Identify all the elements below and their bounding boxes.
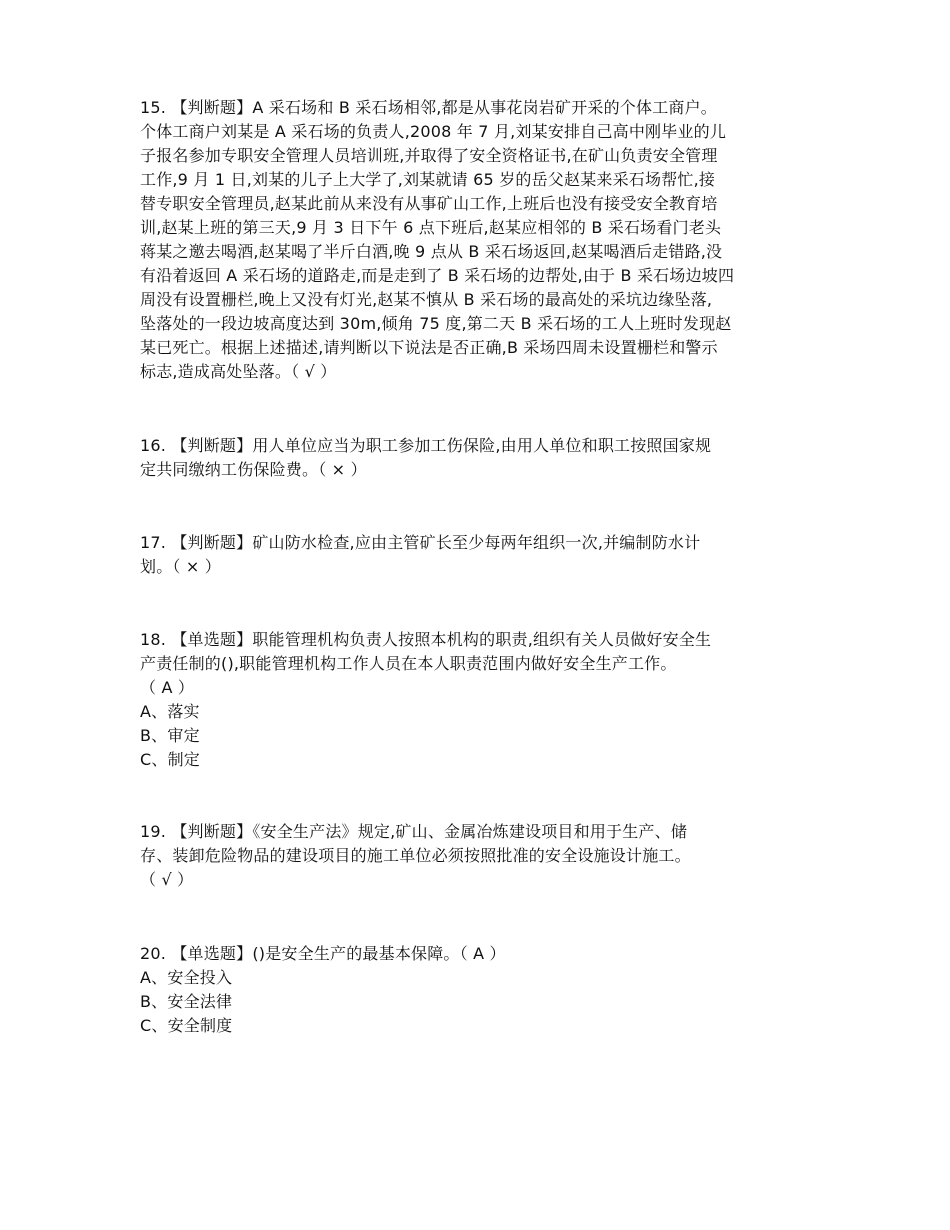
- question-line: 存、装卸危险物品的建设项目的施工单位必须按照批准的安全设施设计施工。: [140, 846, 691, 865]
- question-line: 定共同缴纳工伤保险费。（ × ）: [140, 460, 367, 479]
- question-20: [140, 942, 820, 1038]
- answer-option-c: C、安全制度: [140, 1016, 233, 1035]
- answer-option-c: C、制定: [140, 750, 200, 769]
- question-19: [140, 820, 820, 892]
- question-line: 20. 【单选题】()是安全生产的最基本保障。（ A ）: [140, 944, 506, 963]
- question-line: 标志,造成高处坠落。（ √ ）: [140, 362, 337, 381]
- question-line: 个体工商户刘某是 A 采石场的负责人,2008 年 7 月,刘某安排自己高中刚毕业的儿: [140, 122, 727, 141]
- question-line: 17. 【判断题】矿山防水检查,应由主管矿长至少每两年组织一次,并编制防水计: [140, 533, 701, 552]
- question-line: 产责任制的(),职能管理机构工作人员在本人职责范围内做好安全生产工作。: [140, 654, 677, 673]
- question-18: [140, 628, 820, 772]
- question-line: 16. 【判断题】用人单位应当为职工参加工伤保险,由用人单位和职工按照国家规: [140, 436, 712, 455]
- question-line: 划。（ × ）: [140, 557, 221, 576]
- answer-option-a: A、安全投入: [140, 968, 233, 987]
- question-line: 替专职安全管理员,赵某此前从来没有从事矿山工作,上班后也没有接受安全教育培: [140, 194, 718, 213]
- question-line: 19. 【判断题】《安全生产法》规定,矿山、金属冶炼建设项目和用于生产、储: [140, 822, 688, 841]
- question-line: 15. 【判断题】A 采石场和 B 采石场相邻,都是从事花岗岩矿开采的个体工商户。: [140, 98, 717, 117]
- question-line: 蒋某之邀去喝酒,赵某喝了半斤白酒,晚 9 点从 B 采石场返回,赵某喝酒后走错路,没: [140, 242, 723, 261]
- question-16: [140, 434, 820, 482]
- answer-option-b: B、安全法律: [140, 992, 233, 1011]
- question-line: （ A ）: [140, 678, 195, 697]
- question-line: 周没有设置栅栏,晚上又没有灯光,赵某不慎从 B 采石场的最高处的采坑边缘坠落,: [140, 290, 713, 309]
- question-line: 训,赵某上班的第三天,9 月 3 日下午 6 点下班后,赵某应相邻的 B 采石场看门老头: [140, 218, 722, 237]
- question-line: 坠落处的一段边坡高度达到 30m,倾角 75 度,第二天 B 采石场的工人上班时发现赵: [140, 314, 732, 333]
- question-line: 工作,9 月 1 日,刘某的儿子上大学了,刘某就请 65 岁的岳父赵某来采石场帮忙,接: [140, 170, 716, 189]
- question-17: [140, 531, 820, 579]
- question-line: 某已死亡。根据上述描述,请判断以下说法是否正确,B 采场四周未设置栅栏和警示: [140, 338, 718, 357]
- answer-option-a: A、落实: [140, 702, 200, 721]
- question-line: 子报名参加专职安全管理人员培训班,并取得了安全资格证书,在矿山负责安全管理: [140, 146, 718, 165]
- question-line: 18. 【单选题】职能管理机构负责人按照本机构的职责,组织有关人员做好安全生: [140, 630, 712, 649]
- question-15: [140, 96, 820, 384]
- question-line: 有沿着返回 A 采石场的道路走,而是走到了 B 采石场的边帮处,由于 B 采石场边坡四: [140, 266, 735, 285]
- answer-option-b: B、审定: [140, 726, 200, 745]
- question-line: （ √ ）: [140, 870, 194, 889]
